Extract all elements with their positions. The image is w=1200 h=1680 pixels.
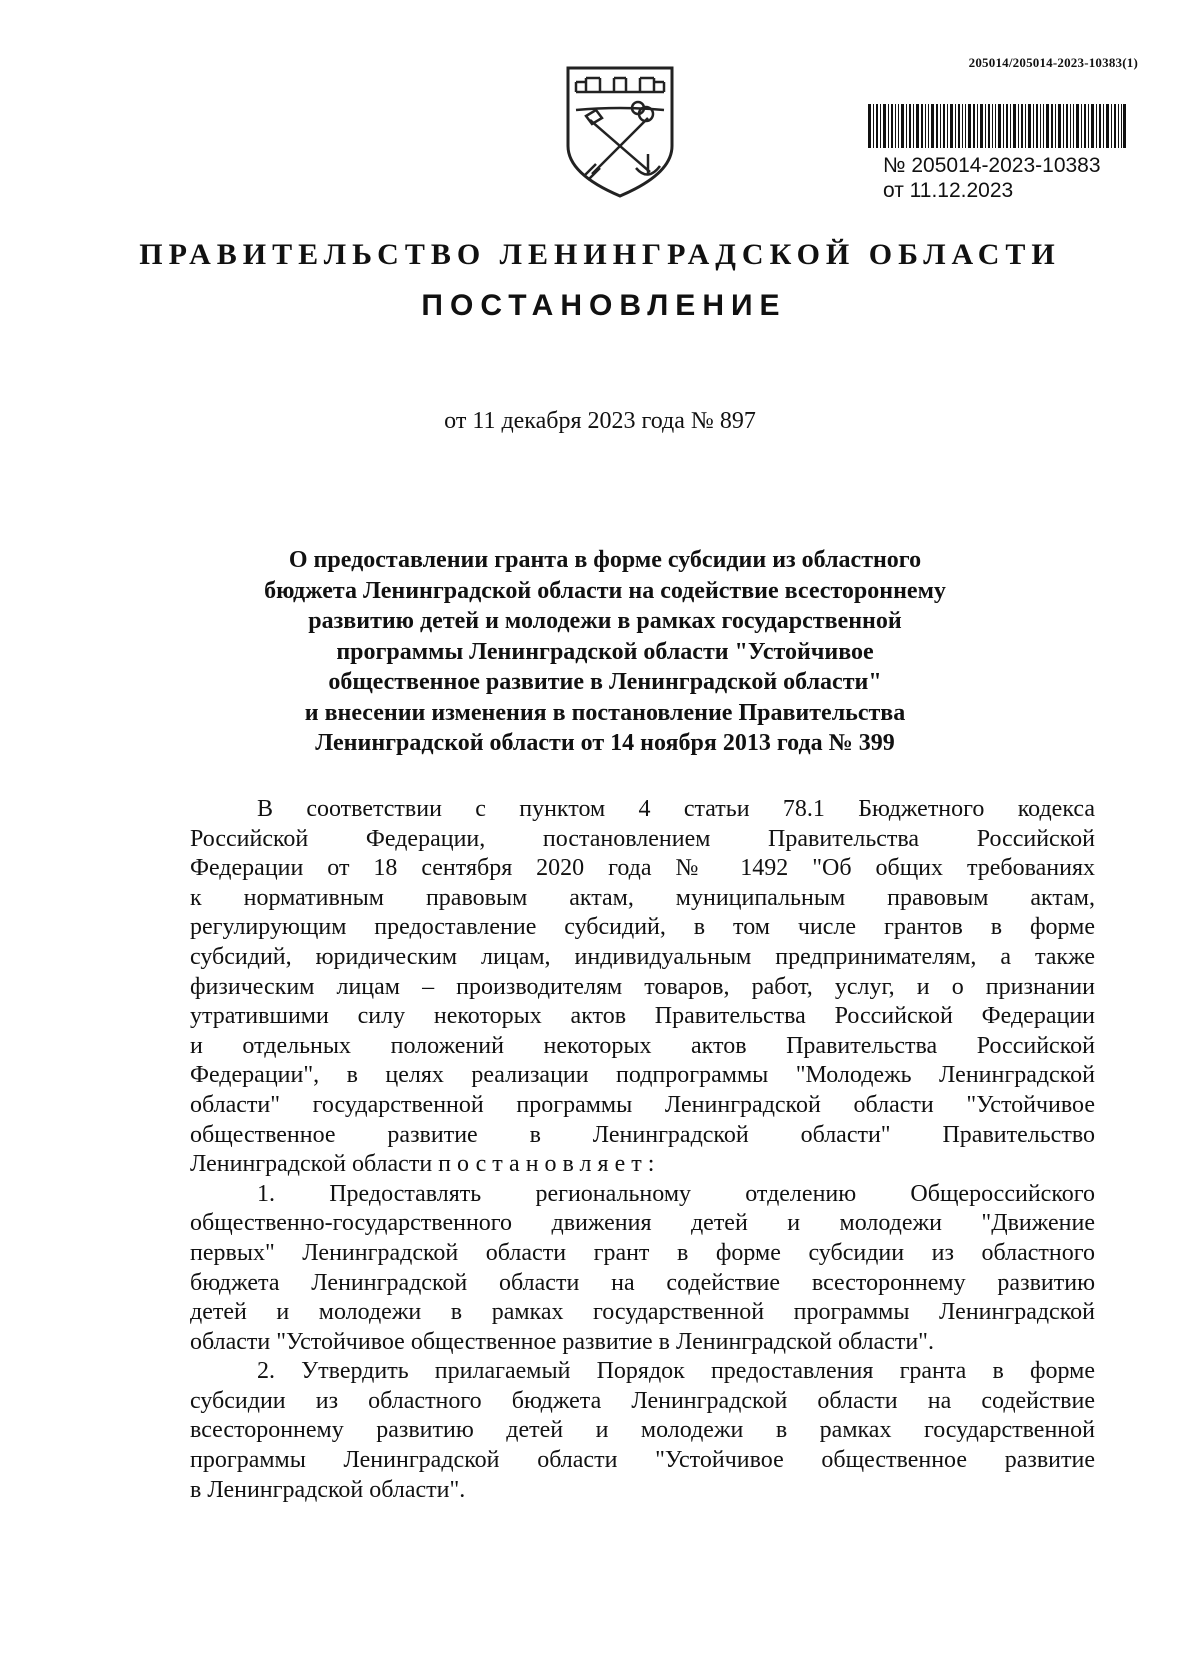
- item-1-line: 1. Предоставлять региональному отделению Общероссийского: [257, 1180, 1095, 1207]
- subject-line: Ленинградской области от 14 ноября 2013 года № 399: [315, 730, 895, 756]
- resolves-keyword: постановляет:: [438, 1151, 661, 1178]
- item-2-line: программы Ленинградской области "Устойчивое общественное развитие: [190, 1447, 1095, 1474]
- document-date-number: от 11 декабря 2023 года № 897: [444, 408, 756, 434]
- preamble-line: Федерации", в целях реализации подпрограммы "Молодежь Ленинградской: [190, 1062, 1095, 1089]
- item-2-line: 2. Утвердить прилагаемый Порядок предоставления гранта в форме: [257, 1358, 1095, 1385]
- document-body: [190, 795, 1095, 1505]
- preamble-line: субсидий, юридическим лицам, индивидуальным предпринимателям, а также: [190, 943, 1095, 970]
- item-1-line: первых" Ленинградской области грант в форме субсидии из областного: [190, 1239, 1095, 1266]
- registration-block: [883, 153, 1101, 203]
- item-1-line: детей и молодежи в рамках государственной программы Ленинградской: [190, 1299, 1095, 1326]
- subject-line: О предоставлении гранта в форме субсидии из областного: [288, 547, 922, 573]
- preamble-line: регулирующим предоставление субсидий, в том числе грантов в форме: [190, 914, 1095, 941]
- item-1-line: бюджета Ленинградской области на содействие всестороннему развитию: [190, 1269, 1095, 1296]
- registration-date: от 11.12.2023: [883, 179, 1014, 202]
- preamble-line: утратившими силу некоторых актов Правительства Российской Федерации: [190, 1003, 1095, 1030]
- document-subject: [240, 545, 970, 759]
- preamble-line: Российской Федерации, постановлением Правительства Российской: [190, 825, 1095, 852]
- item-1-line: области "Устойчивое общественное развитие в Ленинградской области".: [190, 1328, 934, 1355]
- preamble-line: В соответствии с пунктом 4 статьи 78.1 Бюджетного кодекса: [257, 796, 1095, 822]
- organization-title: ПРАВИТЕЛЬСТВО ЛЕНИНГРАДСКОЙ ОБЛАСТИ: [139, 238, 1061, 271]
- subject-line: развитию детей и молодежи в рамках государственной: [308, 608, 902, 634]
- preamble-paragraph: [190, 795, 1095, 1180]
- registration-number: № 205014-2023-10383: [883, 154, 1101, 177]
- coat-of-arms-emblem: [562, 62, 678, 200]
- preamble-line: к нормативным правовым актам, муниципальным правовым актам,: [190, 884, 1095, 911]
- preamble-line: области" государственной программы Ленинградской области "Устойчивое: [190, 1091, 1095, 1118]
- preamble-line: общественное развитие в Ленинградской области" Правительство: [190, 1121, 1095, 1148]
- subject-line: и внесении изменения в постановление Правительства: [304, 699, 906, 726]
- document-type-title: ПОСТАНОВЛЕНИЕ: [421, 289, 787, 322]
- preamble-final-prefix: Ленинградской области: [190, 1151, 433, 1178]
- barcode: [868, 104, 1126, 148]
- item-2-line: субсидии из областного бюджета Ленинградской области на содействие: [190, 1387, 1095, 1414]
- item-2-paragraph: [190, 1357, 1095, 1505]
- subject-line: общественное развитие в Ленинградской области": [328, 669, 882, 695]
- preamble-line: Федерации от 18 сентября 2020 года № 1492 "Об общих требованиях: [190, 855, 1095, 882]
- preamble-line: и отдельных положений некоторых актов Правительства Российской: [190, 1032, 1095, 1059]
- item-1-paragraph: [190, 1180, 1095, 1358]
- preamble-final-line: [190, 1150, 1095, 1180]
- subject-line: программы Ленинградской области "Устойчивое: [336, 638, 874, 665]
- preamble-line: физическим лицам – производителям товаров, работ, услуг, и о признании: [190, 973, 1095, 1000]
- item-2-line: в Ленинградской области".: [190, 1476, 466, 1503]
- item-1-line: общественно-государственного движения детей и молодежи "Движение: [190, 1210, 1095, 1237]
- item-2-line: всестороннему развитию детей и молодежи в рамках государственной: [190, 1417, 1095, 1444]
- subject-line: бюджета Ленинградской области на содействие всестороннему: [264, 577, 946, 604]
- document-code: 205014/205014-2023-10383(1): [968, 55, 1138, 70]
